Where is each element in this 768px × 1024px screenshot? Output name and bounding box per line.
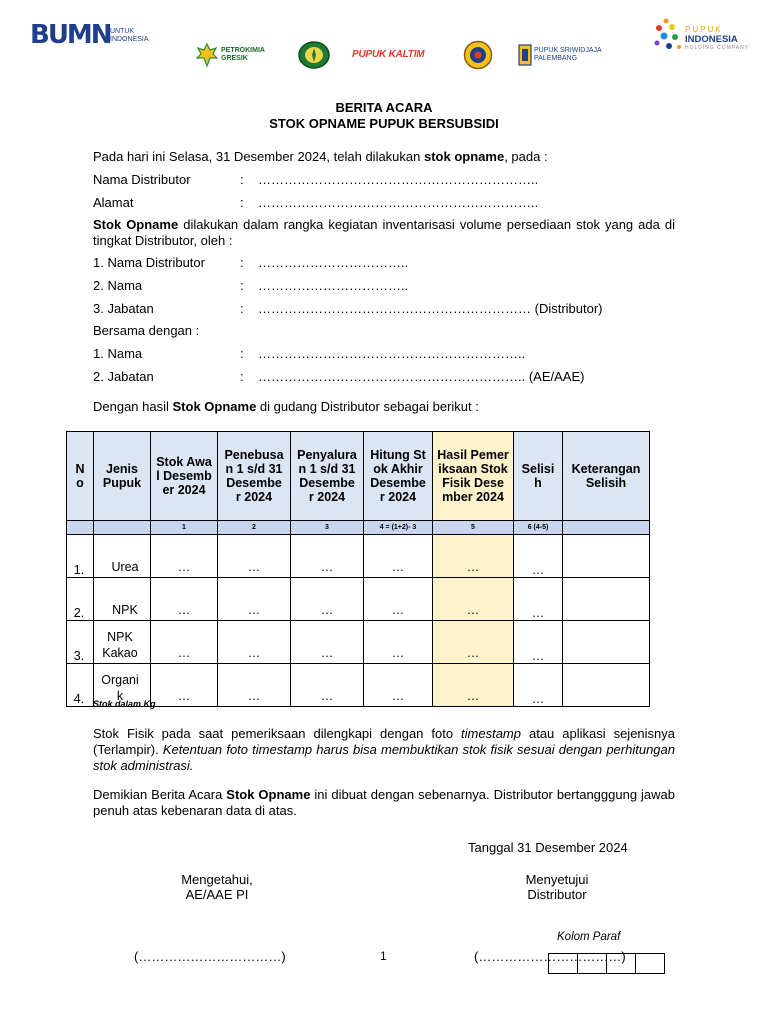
- left-sign-role: AE/AAE PI: [185, 887, 249, 902]
- cell-selisih: …: [514, 578, 563, 621]
- table-row: [67, 535, 650, 578]
- field-label: 2. Nama: [93, 278, 143, 293]
- table-unit-note: Stok dalam Kg: [93, 699, 156, 709]
- col-number: 2: [218, 521, 291, 535]
- purpose-text: Stok Opname dilakukan dalam rangka kegiatan inventarisasi volume persediaan stok yang ada di tingkat Distributor, oleh :: [93, 217, 676, 248]
- cell-stok-fisik: …: [433, 578, 514, 621]
- col-header: Selisih: [514, 432, 563, 521]
- cell-keterangan: [563, 535, 650, 578]
- cell-keterangan: [563, 578, 650, 621]
- fill-blank: ……………………………………………………..: [258, 346, 526, 361]
- col-number: 6 (4-5): [514, 521, 563, 535]
- cell-penyaluran: …: [291, 535, 364, 578]
- cell-stok-akhir: …: [364, 621, 433, 664]
- colon: :: [240, 195, 244, 210]
- colon: :: [240, 369, 244, 384]
- fill-blank: ………………………………………………………..: [258, 195, 539, 210]
- col-number: 5: [433, 521, 514, 535]
- cell-stok-awal: …: [151, 621, 218, 664]
- photo-note: Stok Fisik pada saat pemeriksaan dilengkapi dengan foto timestamp atau aplikasi sejenisnya (Terlampir). Ketentuan foto timestamp harus bisa membuktikan stok fisik sesuai dengan perhitungan stok administrasi.: [93, 726, 675, 773]
- cell-stok-fisik: …: [433, 535, 514, 578]
- colon: :: [240, 346, 244, 361]
- col-header: Jenis Pupuk: [94, 432, 151, 521]
- bumn-logo: BUMN UNTUK INDONESIA: [30, 20, 149, 50]
- right-sign-label: Menyetujui: [525, 872, 589, 887]
- paraf-cell: [607, 954, 636, 973]
- col-number: [563, 521, 650, 535]
- fill-blank: …………………………………………………….. (AE/AAE): [258, 369, 585, 384]
- field-label: 2. Jabatan: [93, 369, 154, 384]
- paraf-label: Kolom Paraf: [557, 931, 621, 943]
- cell-stok-akhir: …: [364, 578, 433, 621]
- table-header-row: [67, 432, 650, 521]
- field-label: 1. Nama Distributor: [93, 255, 205, 270]
- row-number: 1.: [67, 535, 94, 578]
- cell-penebusan: …: [218, 621, 291, 664]
- col-number: 3: [291, 521, 364, 535]
- col-number: 1: [151, 521, 218, 535]
- field-label: Nama Distributor: [93, 172, 191, 187]
- fertilizer-type: Urea: [94, 535, 151, 578]
- right-signature-blank: (……………………………): [474, 949, 626, 964]
- colon: :: [240, 278, 244, 293]
- pupuk-kaltim-logo: PUPUK KALTIM: [352, 49, 425, 60]
- cell-penebusan: …: [218, 664, 291, 707]
- col-header: Penebusan 1 s/d 31 Desember 2024: [218, 432, 291, 521]
- col-number: 4 = (1+2)- 3: [364, 521, 433, 535]
- right-sign-role: Distributor: [527, 887, 587, 902]
- field-label: Alamat: [93, 195, 134, 210]
- doc-title: BERITA ACARA: [335, 100, 433, 115]
- cell-keterangan: [563, 664, 650, 707]
- cell-stok-akhir: …: [364, 664, 433, 707]
- left-sign-label: Mengetahui,: [181, 872, 253, 887]
- col-number: [67, 521, 94, 535]
- cell-keterangan: [563, 621, 650, 664]
- paraf-cell: [578, 954, 607, 973]
- stock-table: [66, 431, 650, 707]
- cell-stok-akhir: …: [364, 535, 433, 578]
- cell-penyaluran: …: [291, 578, 364, 621]
- bersama-label: Bersama dengan :: [93, 323, 200, 338]
- cell-penebusan: …: [218, 535, 291, 578]
- cell-selisih: …: [514, 621, 563, 664]
- cell-stok-awal: …: [151, 664, 218, 707]
- col-header: Hitung Stok Akhir Desember 2024: [364, 432, 433, 521]
- col-header: Penyaluran 1 s/d 31 Desember 2024: [291, 432, 364, 521]
- fertilizer-type: NPK: [94, 578, 151, 621]
- cell-penebusan: …: [218, 578, 291, 621]
- cell-stok-fisik: …: [433, 621, 514, 664]
- doc-subtitle: STOK OPNAME PUPUK BERSUBSIDI: [269, 116, 499, 131]
- page-number: 1: [380, 949, 387, 963]
- petrokimia-logo: PETROKIMIA GRESIK: [196, 40, 277, 70]
- colon: :: [240, 172, 244, 187]
- table-row: [67, 578, 650, 621]
- colon: :: [240, 255, 244, 270]
- fill-blank: ……………………………..: [258, 278, 409, 293]
- paraf-cell: [636, 954, 664, 973]
- col-header: Stok Awal Desember 2024: [151, 432, 218, 521]
- col-header: Keterangan Selisih: [563, 432, 650, 521]
- pupuk-indonesia-logo: PUPUK INDONESIA HOLDING COMPANY: [652, 16, 762, 56]
- cell-stok-awal: …: [151, 578, 218, 621]
- cell-penyaluran: …: [291, 664, 364, 707]
- table-row: [67, 621, 650, 664]
- row-number: 2.: [67, 578, 94, 621]
- cell-penyaluran: …: [291, 621, 364, 664]
- cell-stok-awal: …: [151, 535, 218, 578]
- field-label: 3. Jabatan: [93, 301, 154, 316]
- paraf-cell: [549, 954, 578, 973]
- sriwidjaja-logo: PUPUK SRIWIDJAJA PALEMBANG: [518, 40, 614, 70]
- cell-stok-fisik: …: [433, 664, 514, 707]
- date-line: Tanggal 31 Desember 2024: [468, 840, 628, 855]
- fertilizer-type: NPK Kakao: [94, 621, 151, 664]
- left-signature-blank: (……………………………): [134, 949, 286, 964]
- pupuk-kujang-logo: [297, 40, 331, 70]
- row-number: 4.: [67, 664, 94, 707]
- logo-header: [0, 14, 768, 74]
- fill-blank: ……………………………………………………… (Distributor): [258, 301, 603, 316]
- closing-text: Demikian Berita Acara Stok Opname ini dibuat dengan sebenarnya. Distributor bertangggung jawab penuh atas kebenaran data di atas.: [93, 787, 675, 818]
- fertilizer-type: Organik: [94, 664, 151, 707]
- pupuk-iskandar-muda-logo: [462, 40, 494, 70]
- field-label: 1. Nama: [93, 346, 143, 361]
- cell-selisih: …: [514, 535, 563, 578]
- fill-blank: ………………………………………………………..: [258, 172, 539, 187]
- paraf-box: [548, 953, 665, 974]
- intro-text: Pada hari ini Selasa, 31 Desember 2024, telah dilakukan stok opname, pada :: [93, 149, 548, 164]
- col-number: [94, 521, 151, 535]
- fill-blank: ……………………………..: [258, 255, 409, 270]
- colon: :: [240, 301, 244, 316]
- hasil-text: Dengan hasil Stok Opname di gudang Distributor sebagai berikut :: [93, 399, 479, 414]
- column-number-row: [67, 521, 650, 535]
- col-header: Hasil Pemeriksaan Stok Fisik Desember 2024: [433, 432, 514, 521]
- col-header: No: [67, 432, 94, 521]
- row-number: 3.: [67, 621, 94, 664]
- cell-selisih: …: [514, 664, 563, 707]
